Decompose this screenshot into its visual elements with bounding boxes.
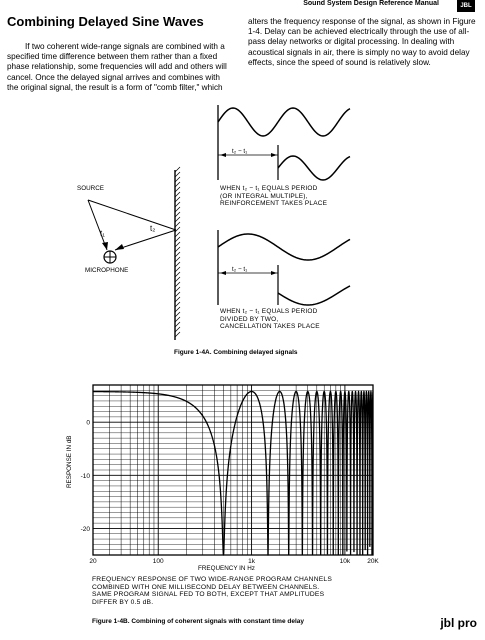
ray-source-to-wall <box>88 200 176 230</box>
arrow-reflected <box>115 244 124 250</box>
chart-x-label: FREQUENCY IN Hz <box>198 565 255 572</box>
ray-direct <box>88 200 107 250</box>
figure-1-4a-caption: Figure 1-4A. Combining delayed signals <box>174 349 298 356</box>
microphone-icon <box>104 251 116 263</box>
wall-hatching <box>175 167 180 337</box>
delay-label-bottom: t₂ − t₁ <box>232 266 248 273</box>
waveform-original-top <box>218 108 350 136</box>
waveform-delayed-bottom <box>278 286 350 305</box>
x-tick-label: 20 <box>89 558 97 565</box>
t1-label: t₁ <box>100 229 105 238</box>
ray-wall-to-mic <box>115 230 176 250</box>
x-tick-label: 1k <box>248 558 256 565</box>
caption-reinforcement: WHEN t₂ − t₁ EQUALS PERIOD (OR INTEGRAL MULTIPLE), REINFORCEMENT TAKES PLACE <box>220 185 328 208</box>
section-title: Combining Delayed Sine Waves <box>7 14 204 29</box>
chart-y-label: RESPONSE IN dB <box>66 435 73 488</box>
figure-1-4b-description: FREQUENCY RESPONSE OF TWO WIDE-RANGE PROGRAM CHANNELS COMBINED WITH ONE MILLISECOND DELAY BETWEEN CHANNELS. SAME PROGRAM SIGNAL FED TO BOTH, EXCEPT THAT AMPLITUDES DIFFER BY 0.5 dB. <box>92 576 332 606</box>
jbl-logo: JBL <box>457 0 475 12</box>
source-label: SOURCE <box>77 185 104 192</box>
waveform-original-bottom <box>218 234 350 260</box>
t2-label: t₂ <box>150 224 156 233</box>
y-tick-label: 0 <box>86 419 90 427</box>
y-tick-label: -20 <box>80 525 90 533</box>
page-header <box>0 0 485 14</box>
footer-brand: jbl pro <box>440 616 477 630</box>
paragraph-left: If two coherent wide-range signals are combined with a specified time difference between them rather than a fixed phase relationship, some frequencies will add and others will cancel. Once the delayed signal arrives and combines with the original signal, the result is a form of "comb filter," which <box>7 42 227 92</box>
delay-label-top: t₂ − t₁ <box>232 148 248 155</box>
figure-1-4b-caption: Figure 1-4B. Combining of coherent signals with constant time delay <box>92 618 304 625</box>
arrow-direct <box>102 242 108 250</box>
paragraph-right: alters the frequency response of the signal, as shown in Figure 1-4. Delay can be achieved electrically through the use of all-pass delay networks or digital processing. In dealing with acoustical signals in air, there is simply no way to avoid delay effects, since the speed of sound is relatively slow. <box>248 17 476 67</box>
x-tick-label: 20K <box>367 558 379 565</box>
microphone-label: MICROPHONE <box>85 267 129 274</box>
x-tick-label: 100 <box>152 558 164 565</box>
series-comb-response <box>93 392 373 555</box>
x-tick-label: 10k <box>339 558 351 565</box>
manual-title: Sound System Design Reference Manual <box>303 0 439 7</box>
waveform-delayed-top <box>278 156 350 180</box>
caption-cancellation: WHEN t₂ − t₁ EQUALS PERIOD DIVIDED BY TWO, CANCELLATION TAKES PLACE <box>220 308 320 331</box>
y-tick-label: -10 <box>80 472 90 480</box>
